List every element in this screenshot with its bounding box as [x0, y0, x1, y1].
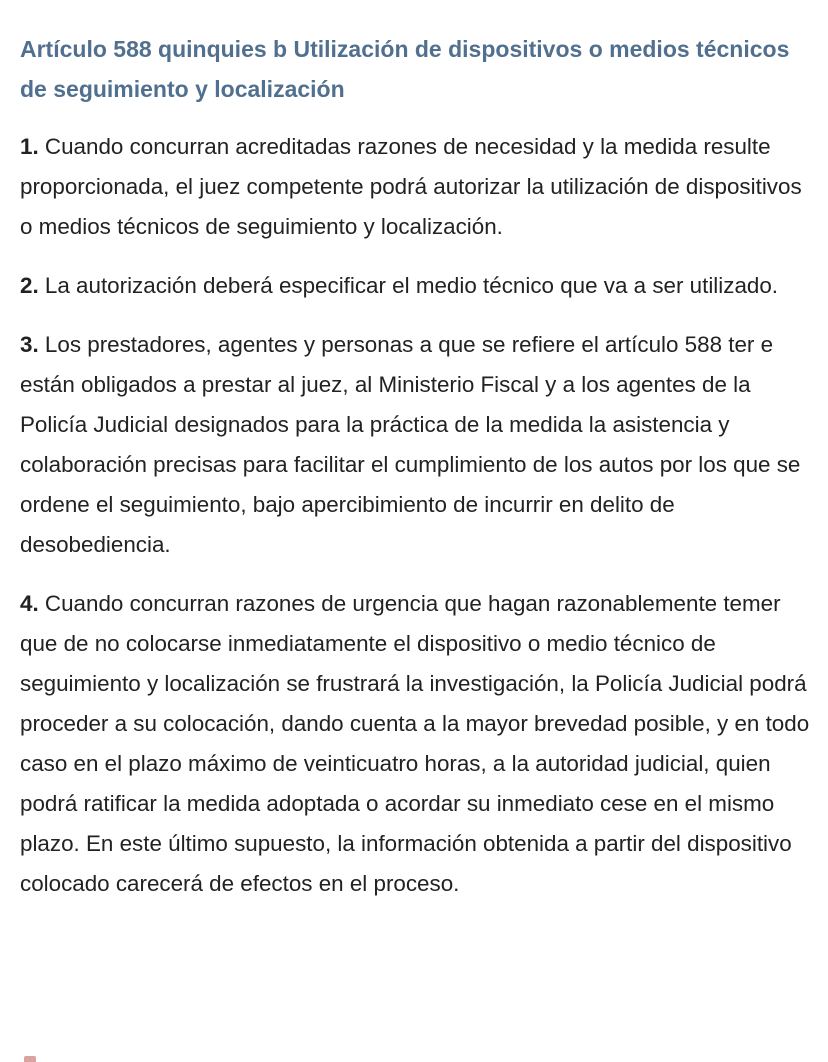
paragraph-number: 2. [20, 273, 39, 298]
article [20, 29, 820, 923]
paragraph-text: Cuando concurran acreditadas razones de necesidad y la medida resulte proporcionada, el juez competente podrá autorizar la utilización de dispositivos o medios técnicos de seguimiento y localización. [20, 134, 802, 239]
article-paragraph-3 [20, 325, 820, 565]
paragraph-number: 4. [20, 591, 39, 616]
paragraph-text: Los prestadores, agentes y personas a que se refiere el artículo 588 ter e están obligados a prestar al juez, al Ministerio Fiscal y a los agentes de la Policía Judicial designados para la práctica de la medida la asistencia y colaboración precisas para facilitar el cumplimiento de los autos por los que se ordene el seguimiento, bajo apercibimiento de incurrir en delito de desobediencia. [20, 332, 801, 557]
article-paragraph-4 [20, 584, 820, 904]
cut-off-element [24, 1056, 36, 1062]
article-title: Artículo 588 quinquies b Utilización de dispositivos o medios técnicos de seguimiento y localización [20, 36, 790, 102]
paragraph-number: 1. [20, 134, 39, 159]
article-paragraph-1 [20, 127, 820, 247]
article-paragraph-2 [20, 266, 820, 306]
paragraph-text: Cuando concurran razones de urgencia que hagan razonablemente temer que de no colocarse inmediatamente el dispositivo o medio técnico de seguimiento y localización se frustrará la investigación, la Policía Judicial podrá proceder a su colocación, dando cuenta a la mayor brevedad posible, y en todo caso en el plazo máximo de veinticuatro horas, a la autoridad judicial, quien podrá ratificar la medida adoptada o acordar su inmediato cese en el mismo plazo. En este último supuesto, la información obtenida a partir del dispositivo colocado carecerá de efectos en el proceso. [20, 591, 810, 896]
paragraph-number: 3. [20, 332, 39, 357]
paragraph-text: La autorización deberá especificar el medio técnico que va a ser utilizado. [44, 273, 779, 298]
